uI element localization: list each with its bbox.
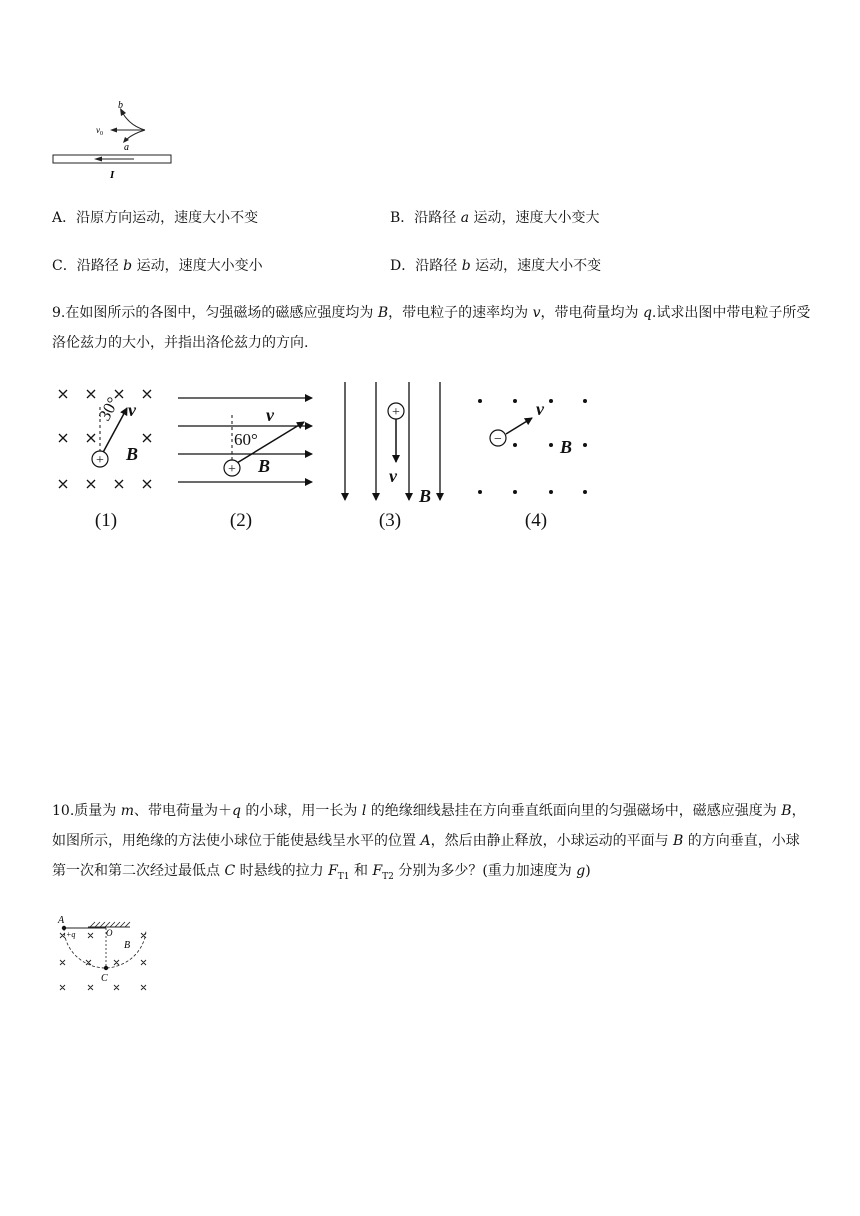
b-label: B	[560, 437, 573, 457]
q9-figures	[50, 378, 610, 538]
v-label: v	[266, 405, 274, 425]
label-C: C	[101, 973, 108, 984]
label-A: A	[58, 915, 65, 926]
b-label: B	[258, 456, 271, 476]
caption-1: (1)	[94, 510, 118, 531]
option-a: A．沿原方向运动，速度大小不变	[52, 210, 259, 226]
q10-figure	[50, 910, 160, 1000]
angle-label: 30°	[94, 393, 123, 424]
v-label: v	[536, 399, 544, 419]
path-a	[126, 130, 145, 140]
figure-2	[178, 398, 312, 531]
v-label: v	[389, 466, 397, 486]
question-10-text: 10.质量为 m、带电荷量为＋q 的小球，用一长为 l 的绝缘细线悬挂在方向垂直纸面向里的匀强磁场中，磁感应强度为 B，如图所示，用绝缘的方法使小球位于能使悬线呈水平的位置 A，然后由静止释放，小球运动的平面与 B 的方向垂直，小球第一次和第二次经过最低点 C 时悬线的拉力 $F_{T1}$ 和 $F_{T2}$ 分别为多少？(重力加速度为 g)	[52, 803, 806, 882]
caption-3: (3)	[378, 510, 402, 531]
label-B: B	[124, 940, 131, 951]
question-9-text: 9.在如图所示的各图中，匀强磁场的磁感应强度均为 B，带电粒子的速率均为 v，带电荷量均为 q.试求出图中带电粒子所受洛伦兹力的大小，并指出洛伦兹力的方向.	[52, 305, 811, 351]
label-v0: $v_0$	[96, 125, 103, 137]
label-b: b	[118, 100, 123, 111]
label-q: +q	[66, 930, 76, 939]
b-label: B	[419, 486, 432, 506]
label-a: a	[124, 142, 129, 153]
caption-4: (4)	[524, 510, 548, 531]
b-label: B	[126, 444, 139, 464]
svg-text:−: −	[494, 432, 502, 447]
figure-4	[478, 399, 587, 531]
figure-1	[59, 390, 151, 531]
svg-text:+: +	[228, 462, 236, 477]
svg-text:+: +	[392, 405, 400, 420]
q8-figure	[50, 98, 180, 182]
figure-3	[345, 382, 440, 531]
angle-label: 60°	[234, 430, 258, 449]
label-I: I	[110, 169, 115, 181]
v-label: v	[128, 400, 136, 420]
path-b	[122, 112, 145, 130]
option-b: B．沿路径 a 运动，速度大小变大	[390, 210, 600, 226]
caption-2: (2)	[229, 510, 253, 531]
option-d: D．沿路径 b 运动，速度大小不变	[390, 258, 602, 274]
label-O: O	[106, 928, 113, 938]
svg-text:+: +	[96, 453, 104, 468]
option-c: C．沿路径 b 运动，速度大小变小	[52, 258, 263, 274]
